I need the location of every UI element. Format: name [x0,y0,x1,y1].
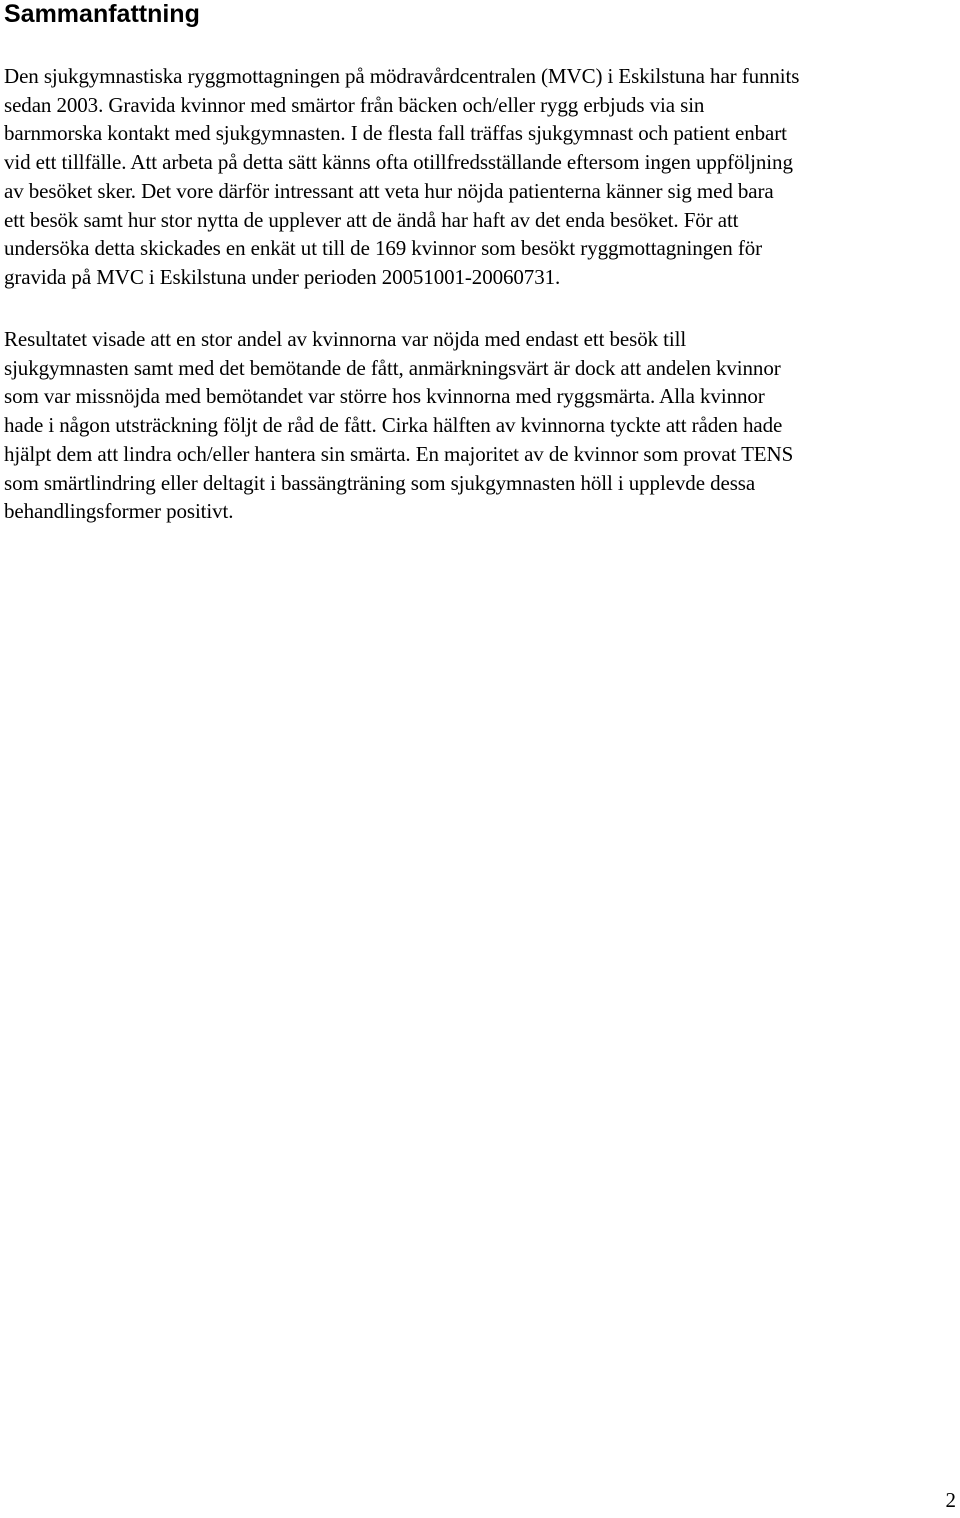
text-line: av besöket sker. Det vore därför intressant att veta hur nöjda patienterna känner sig med bara [4,178,774,203]
text-line: undersöka detta skickades en enkät ut till de 169 kvinnor som besökt ryggmottagningen för [4,236,763,261]
summary-paragraph-1 [4,62,958,292]
text-line: ett besök samt hur stor nytta de upplever att de ändå har haft av det enda besöket. För att [4,207,739,232]
text-line: barnmorska kontakt med sjukgymnasten. I de flesta fall träffas sjukgymnast och patient enbart [4,121,787,146]
text-line: hjälpt dem att lindra och/eller hantera sin smärta. En majoritet av de kvinnor som provat TENS [4,441,794,466]
page-heading: Sammanfattning [4,0,200,28]
text-line: hade i någon utsträckning följt de råd de fått. Cirka hälften av kvinnorna tyckte att råden hade [4,413,783,438]
text-line: som var missnöjda med bemötandet var större hos kvinnorna med ryggsmärta. Alla kvinnor [4,384,765,409]
text-line: som smärtlindring eller deltagit i bassängträning som sjukgymnasten höll i upplevde dessa [4,470,756,495]
text-line: sedan 2003. Gravida kvinnor med smärtor från bäcken och/eller rygg erbjuds via sin [4,92,705,117]
text-line: sjukgymnasten samt med det bemötande de fått, anmärkningsvärt är dock att andelen kvinnor [4,355,781,380]
text-line: behandlingsformer positivt. [4,499,234,524]
text-line: Den sjukgymnastiska ryggmottagningen på mödravårdcentralen (MVC) i Eskilstuna har funnits [4,64,800,88]
summary-paragraph-2 [4,325,958,526]
text-line: gravida på MVC i Eskilstuna under perioden 20051001-20060731. [4,264,561,289]
text-line: vid ett tillfälle. Att arbeta på detta sätt känns ofta otillfredsställande eftersom ingen uppföljning [4,150,793,175]
text-line: Resultatet visade att en stor andel av kvinnorna var nöjda med endast ett besök till [4,327,687,351]
page-number: 2 [945,1488,956,1512]
